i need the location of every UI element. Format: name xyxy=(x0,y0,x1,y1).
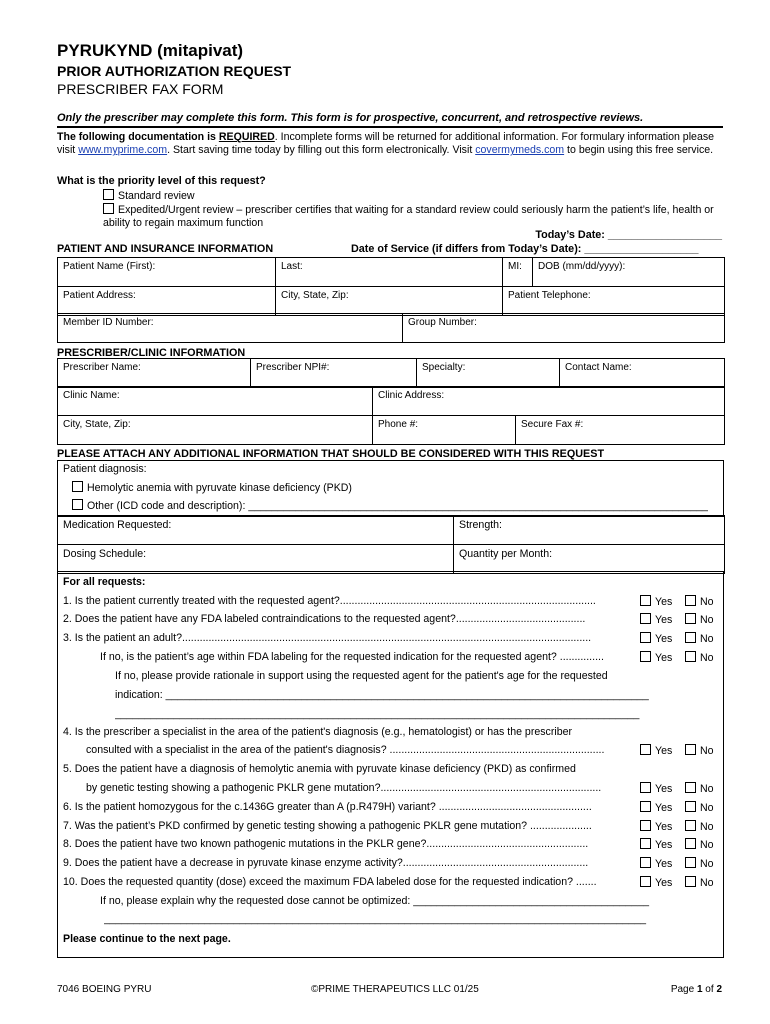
q5-no[interactable] xyxy=(685,782,714,795)
question-10b[interactable]: ____________________________________________________________________________________________ xyxy=(104,913,647,925)
q9-yes[interactable] xyxy=(640,857,672,870)
question-3c[interactable]: indication: __________________________________________________________________________________ xyxy=(115,689,649,701)
q3-yes[interactable] xyxy=(640,632,672,645)
patient-mi-field[interactable]: MI: xyxy=(503,258,533,287)
patient-address-field[interactable]: Patient Address: xyxy=(58,287,276,316)
yes-label: Yes xyxy=(655,839,673,851)
q4-no-checkbox[interactable] xyxy=(685,744,696,755)
q2-no-checkbox[interactable] xyxy=(685,613,696,624)
required-rest2: . Start saving time today by filling out this form electronically. Visit xyxy=(167,144,476,157)
question-3d[interactable]: _________________________________________________________________________________________ xyxy=(115,708,640,720)
clinic-phone-field[interactable]: Phone #: xyxy=(373,416,516,445)
no-label: No xyxy=(700,877,714,889)
footer-page-number xyxy=(671,984,722,995)
footer-copyright: ©PRIME THERAPEUTICS LLC 01/25 xyxy=(311,984,479,995)
priority-question: What is the priority level of this request? xyxy=(57,175,266,187)
required-note xyxy=(57,131,727,157)
question-4a: 4. Is the prescriber a specialist in the area of the patient's diagnosis (e.g., hematologist) or has the prescriber xyxy=(63,726,573,738)
q10-no-checkbox[interactable] xyxy=(685,876,696,887)
q2-no[interactable] xyxy=(685,613,714,626)
intro-text: Only the prescriber may complete this form. This form is for prospective, concurrent, and retrospective reviews. xyxy=(57,112,644,124)
q3a-yes-checkbox[interactable] xyxy=(640,651,651,662)
covermymeds-link[interactable]: covermymeds.com xyxy=(475,144,565,157)
request-title: PRIOR AUTHORIZATION REQUEST xyxy=(57,63,292,79)
standard-review-label: Standard review xyxy=(118,190,195,202)
clinic-name-field[interactable]: Clinic Name: xyxy=(58,387,373,416)
yes-label: Yes xyxy=(655,633,673,645)
header-rule xyxy=(57,126,723,128)
q5-no-checkbox[interactable] xyxy=(685,782,696,793)
q3a-yes[interactable] xyxy=(640,651,672,664)
dx-pkd-checkbox[interactable] xyxy=(72,481,83,492)
q5-yes-checkbox[interactable] xyxy=(640,782,651,793)
myprime-link[interactable]: www.myprime.com xyxy=(78,144,168,157)
group-number-field[interactable]: Group Number: xyxy=(403,314,725,343)
specialty-field[interactable]: Specialty: xyxy=(417,359,560,388)
no-label: No xyxy=(700,596,714,608)
prescriber-section-heading: PRESCRIBER/CLINIC INFORMATION xyxy=(57,347,246,359)
q2-yes-checkbox[interactable] xyxy=(640,613,651,624)
q9-no[interactable] xyxy=(685,857,714,870)
yes-label: Yes xyxy=(655,745,673,757)
q4-yes-checkbox[interactable] xyxy=(640,744,651,755)
todays-date[interactable]: Today’s Date: ___________________ xyxy=(535,229,722,241)
attach-heading: PLEASE ATTACH ANY ADDITIONAL INFORMATION THAT SHOULD BE CONSIDERED WITH THIS REQUEST xyxy=(57,448,605,460)
question-3: 3. Is the patient an adult?........................................................................................................................................... xyxy=(63,632,592,644)
yes-label: Yes xyxy=(655,821,673,833)
no-label: No xyxy=(700,745,714,757)
q8-no[interactable] xyxy=(685,838,714,851)
prescriber-name-field[interactable]: Prescriber Name: xyxy=(58,359,251,388)
q6-no[interactable] xyxy=(685,801,714,814)
patient-city-field[interactable]: City, State, Zip: xyxy=(276,287,503,316)
member-id-field[interactable]: Member ID Number: xyxy=(58,314,403,343)
question-2: 2. Does the patient have any FDA labeled contraindications to the requested agent?............................................ xyxy=(63,613,586,625)
required-word: REQUIRED xyxy=(218,131,275,143)
yes-label: Yes xyxy=(655,652,673,664)
patient-first-name-field[interactable]: Patient Name (First): xyxy=(58,258,276,287)
dx-other-label: Other (ICD code and description): ______________________________________________________________________________ xyxy=(87,500,708,512)
question-10: 10. Does the requested quantity (dose) exceed the maximum FDA labeled dose for the requested indication? ....... xyxy=(63,876,597,888)
yes-label: Yes xyxy=(655,802,673,814)
expedited-review-option[interactable] xyxy=(103,203,718,230)
q3a-no[interactable] xyxy=(685,651,714,664)
q3a-no-checkbox[interactable] xyxy=(685,651,696,662)
question-5a: 5. Does the patient have a diagnosis of hemolytic anemia with pyruvate kinase deficiency (PKD) as confirmed xyxy=(63,763,576,775)
form-title: PRESCRIBER FAX FORM xyxy=(57,81,224,97)
question-4b: consulted with a specialist in the area of the patient's diagnosis? ......................................................................... xyxy=(86,744,605,756)
page-of: of xyxy=(702,984,717,995)
q3-yes-checkbox[interactable] xyxy=(640,632,651,643)
q6-no-checkbox[interactable] xyxy=(685,801,696,812)
question-6: 6. Is the patient homozygous for the c.1436G greater than A (p.R479H) variant? .................................................... xyxy=(63,801,592,813)
standard-review-option[interactable] xyxy=(103,189,195,203)
page-current: 1 xyxy=(696,984,703,995)
medication-requested-field[interactable]: Medication Requested: xyxy=(58,516,454,545)
q1-no-checkbox[interactable] xyxy=(685,595,696,606)
date-of-service[interactable]: Date of Service (if differs from Today’s Date): ___________________ xyxy=(351,243,699,255)
question-8: 8. Does the patient have two known pathogenic mutations in the PKLR gene?....................................................... xyxy=(63,838,589,850)
question-3b: If no, please provide rationale in support using the requested agent for the patient's age for the requested xyxy=(115,670,608,682)
dx-pkd-label: Hemolytic anemia with pyruvate kinase deficiency (PKD) xyxy=(87,482,352,494)
contact-name-field[interactable]: Contact Name: xyxy=(560,359,725,388)
q6-yes-checkbox[interactable] xyxy=(640,801,651,812)
question-5b: by genetic testing showing a pathogenic PKLR gene mutation?........................................................................... xyxy=(86,782,602,794)
dosing-schedule-field[interactable]: Dosing Schedule: xyxy=(58,545,454,574)
footer-form-id: 7046 BOEING PYRU xyxy=(57,984,152,995)
required-rest3: to begin using this free service. xyxy=(564,144,714,157)
q10-yes[interactable] xyxy=(640,876,672,889)
question-10a[interactable]: If no, please explain why the requested dose cannot be optimized: ________________________________________ xyxy=(100,895,649,907)
q4-yes[interactable] xyxy=(640,744,672,757)
no-label: No xyxy=(700,839,714,851)
q10-no[interactable] xyxy=(685,876,714,889)
yes-label: Yes xyxy=(655,877,673,889)
q7-no-checkbox[interactable] xyxy=(685,820,696,831)
q1-no[interactable] xyxy=(685,595,714,608)
q6-yes[interactable] xyxy=(640,801,672,814)
member-table xyxy=(57,313,725,343)
quantity-per-month-field[interactable]: Quantity per Month: xyxy=(454,545,725,574)
q3-no[interactable] xyxy=(685,632,714,645)
yes-label: Yes xyxy=(655,783,673,795)
q4-no[interactable] xyxy=(685,744,714,757)
standard-review-checkbox[interactable] xyxy=(103,189,114,200)
expedited-review-label: Expedited/Urgent review – prescriber certifies that waiting for a standard review could seriously harm the patient’s life, health or ability to regain maximum function xyxy=(103,204,714,229)
q1-yes-checkbox[interactable] xyxy=(640,595,651,606)
yes-label: Yes xyxy=(655,614,673,626)
strength-field[interactable]: Strength: xyxy=(454,516,725,545)
q10-yes-checkbox[interactable] xyxy=(640,876,651,887)
drug-title: PYRUKYND (mitapivat) xyxy=(57,41,244,60)
q7-no[interactable] xyxy=(685,820,714,833)
required-lead: The following documentation is xyxy=(57,131,219,143)
no-label: No xyxy=(700,858,714,870)
no-label: No xyxy=(700,633,714,645)
page-total: 2 xyxy=(716,984,722,995)
question-9: 9. Does the patient have a decrease in pyruvate kinase enzyme activity?............................................................... xyxy=(63,857,589,869)
dx-pkd-option[interactable] xyxy=(72,481,352,495)
prescriber-table xyxy=(57,358,725,388)
patient-section-heading: PATIENT AND INSURANCE INFORMATION xyxy=(57,243,274,255)
question-3a: If no, is the patient’s age within FDA labeling for the requested indication for the requested agent? ............... xyxy=(100,651,604,663)
q2-yes[interactable] xyxy=(640,613,672,626)
required-rest1: . Incomplete forms will be returned for additional information. For formulary information please visit xyxy=(57,131,715,157)
expedited-review-checkbox[interactable] xyxy=(103,203,114,214)
continue-note: Please continue to the next page. xyxy=(63,933,231,945)
secure-fax-field[interactable]: Secure Fax #: xyxy=(516,416,725,445)
clinic-address-field[interactable]: Clinic Address: xyxy=(373,387,725,416)
patient-telephone-field[interactable]: Patient Telephone: xyxy=(503,287,725,316)
yes-label: Yes xyxy=(655,858,673,870)
no-label: No xyxy=(700,783,714,795)
dx-other-checkbox[interactable] xyxy=(72,499,83,510)
no-label: No xyxy=(700,614,714,626)
patient-dob-field[interactable]: DOB (mm/dd/yyyy): xyxy=(533,258,725,287)
yes-label: Yes xyxy=(655,596,673,608)
clinic-table xyxy=(57,386,725,445)
q9-no-checkbox[interactable] xyxy=(685,857,696,868)
page-prefix: Page xyxy=(670,984,697,995)
q7-yes[interactable] xyxy=(640,820,672,833)
patient-table xyxy=(57,257,725,316)
q7-yes-checkbox[interactable] xyxy=(640,820,651,831)
diagnosis-label: Patient diagnosis: xyxy=(63,463,147,475)
patient-last-name-field[interactable]: Last: xyxy=(276,258,503,287)
medication-table xyxy=(57,515,725,574)
q8-yes[interactable] xyxy=(640,838,672,851)
clinic-city-field[interactable]: City, State, Zip: xyxy=(58,416,373,445)
no-label: No xyxy=(700,802,714,814)
q8-yes-checkbox[interactable] xyxy=(640,838,651,849)
no-label: No xyxy=(700,652,714,664)
q1-yes[interactable] xyxy=(640,595,672,608)
q3-no-checkbox[interactable] xyxy=(685,632,696,643)
dx-other-option[interactable] xyxy=(72,499,708,513)
q5-yes[interactable] xyxy=(640,782,672,795)
questions-heading: For all requests: xyxy=(63,576,146,588)
q8-no-checkbox[interactable] xyxy=(685,838,696,849)
question-1: 1. Is the patient currently treated with the requested agent?....................................................................................... xyxy=(63,595,596,607)
prescriber-npi-field[interactable]: Prescriber NPI#: xyxy=(251,359,417,388)
q9-yes-checkbox[interactable] xyxy=(640,857,651,868)
question-7: 7. Was the patient’s PKD confirmed by genetic testing showing a pathogenic PKLR gene mutation? ..................... xyxy=(63,820,592,832)
no-label: No xyxy=(700,821,714,833)
